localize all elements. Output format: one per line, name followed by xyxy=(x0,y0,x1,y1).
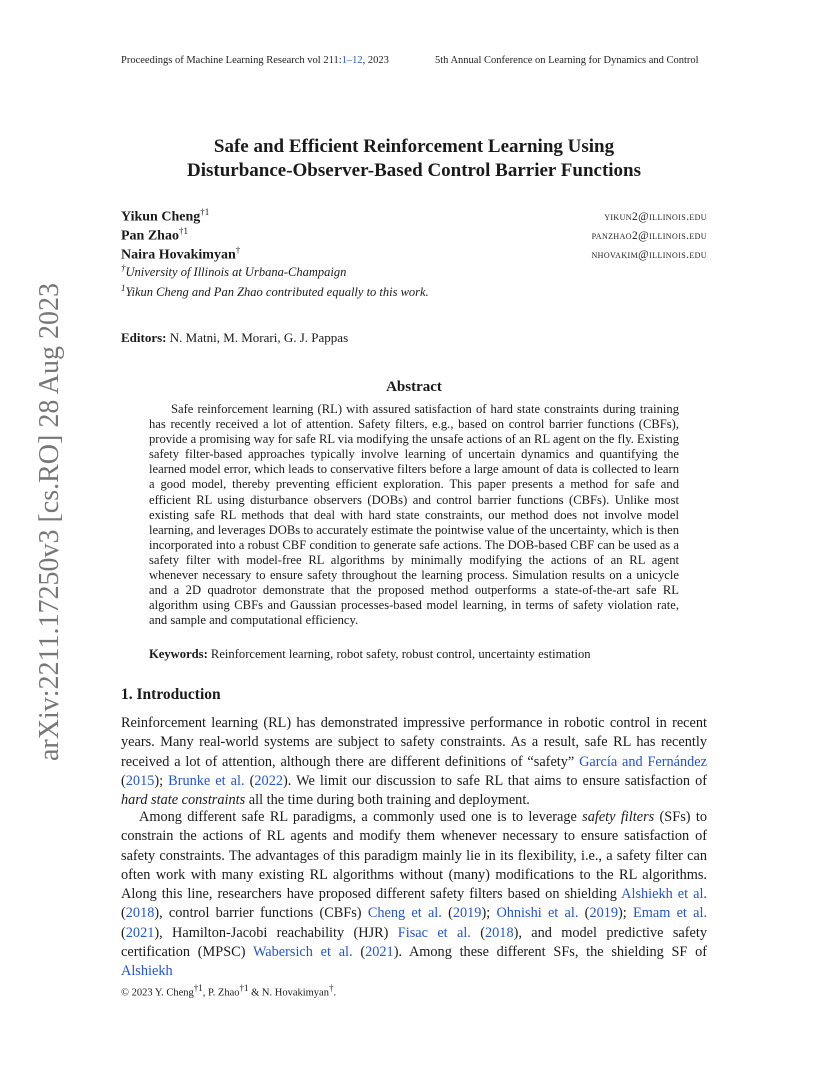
citation-year-link[interactable]: 2019 xyxy=(589,905,619,922)
text-run: ( xyxy=(352,944,366,961)
author-name xyxy=(121,226,188,245)
text-run: ( xyxy=(244,772,255,789)
journal-year: , 2023 xyxy=(362,55,389,66)
running-header-journal xyxy=(121,55,389,66)
citation-link[interactable]: Ohnishi et al. xyxy=(496,905,579,922)
citation-link[interactable]: Fisac et al. xyxy=(397,924,471,941)
equal-contribution-note xyxy=(121,283,429,300)
author-mark: † xyxy=(328,983,334,993)
text-run: © 2023 Y. Cheng xyxy=(121,987,194,999)
text-run: , P. Zhao xyxy=(202,987,240,999)
text-run: ). Among these different SFs, the shielding SF of xyxy=(393,944,708,961)
affiliation-mark: 1 xyxy=(121,283,126,293)
page-range-link[interactable]: 1–12 xyxy=(341,55,363,66)
author-email[interactable]: panzhao2@illinois.edu xyxy=(591,230,707,242)
author-name-text: Yikun Cheng xyxy=(121,209,201,225)
citation-link[interactable]: Alshiekh et al. xyxy=(621,886,707,903)
keywords-list: Reinforcement learning, robot safety, robust control, uncertainty estimation xyxy=(207,647,591,661)
citation-year-link[interactable]: 2021 xyxy=(365,944,394,961)
arxiv-stamp: arXiv:2211.17250v3 [cs.RO] 28 Aug 2023 xyxy=(34,282,65,762)
text-run: ), control barrier functions (CBFs) xyxy=(154,905,368,922)
emphasis: hard state constraints xyxy=(121,792,246,809)
citation-year-link[interactable]: 2018 xyxy=(125,905,155,922)
journal-name: Proceedings of Machine Learning Research vol 211: xyxy=(121,55,342,66)
citation-year-link[interactable]: 2015 xyxy=(125,772,155,789)
text-run: Reinforcement learning (RL) has demonstrated impressive performance in robotic control in recent years. Many real-world systems are subject to safety constraints. As a result, safe RL has recently received a lot of attention, although there are different definitions of “safety” xyxy=(121,715,707,770)
citation-year-link[interactable]: 2018 xyxy=(485,924,514,941)
author-email[interactable]: nhovakim@illinois.edu xyxy=(591,249,707,261)
author-mark: †1 xyxy=(200,207,210,217)
text-run: ), Hamilton-Jacobi reachability (HJR) xyxy=(154,924,398,941)
text-run: ); xyxy=(618,905,634,922)
affiliation-text: University of Illinois at Urbana-Champaign xyxy=(125,265,347,280)
author-mark: †1 xyxy=(193,983,203,993)
text-run: . xyxy=(333,987,337,999)
text-run: all the time during both training and deployment. xyxy=(245,792,530,809)
section-heading: 1. Introduction xyxy=(121,686,221,703)
author-mark: †1 xyxy=(178,226,188,236)
author-name-text: Pan Zhao xyxy=(121,228,179,244)
citation-year-link[interactable]: 2021 xyxy=(125,924,155,941)
copyright-footer xyxy=(121,983,336,999)
citation-link[interactable]: Brunke et al. xyxy=(168,772,245,789)
paper-title-line-2: Disturbance-Observer-Based Control Barrier Functions xyxy=(186,160,642,181)
text-run: ( xyxy=(578,905,590,922)
text-run: Among different safe RL paradigms, a commonly used one is to leverage xyxy=(139,809,583,825)
keywords-label: Keywords: xyxy=(149,647,208,661)
editors-names: N. Matni, M. Morari, G. J. Pappas xyxy=(166,330,349,345)
author-name-text: Naira Hovakimyan xyxy=(121,247,236,263)
intro-paragraph-2 xyxy=(121,808,707,982)
intro-paragraph-1 xyxy=(121,714,707,810)
author-name xyxy=(121,245,240,264)
affiliation-mark: † xyxy=(121,263,126,273)
editors-line xyxy=(121,330,348,346)
abstract-heading: Abstract xyxy=(386,379,442,395)
text-run: ); xyxy=(154,772,169,789)
citation-link[interactable]: Emam et al. xyxy=(633,905,708,922)
text-run: & N. Hovakimyan xyxy=(248,987,329,999)
text-run: ( xyxy=(121,924,126,941)
text-run: ); xyxy=(481,905,497,922)
citation-link[interactable]: Alshiekh xyxy=(121,963,173,980)
text-run: ( xyxy=(441,905,453,922)
affiliation xyxy=(121,263,346,280)
paper-title-line-1: Safe and Efficient Reinforcement Learning Using xyxy=(213,136,615,157)
citation-year-link[interactable]: 2019 xyxy=(452,905,482,922)
author-mark: † xyxy=(235,245,241,255)
author-email[interactable]: yikun2@illinois.edu xyxy=(604,211,707,223)
text-run: ( xyxy=(121,772,126,789)
affiliation-text: Yikun Cheng and Pan Zhao contributed equally to this work. xyxy=(125,285,429,300)
text-run: ), and model predictive safety certification (MPSC) xyxy=(121,924,707,961)
editors-label: Editors: xyxy=(121,330,167,345)
text-run: ( xyxy=(121,905,126,922)
text-run: ( xyxy=(470,924,485,941)
abstract-body: Safe reinforcement learning (RL) with assured satisfaction of hard state constraints during training has recently received a lot of attention. Safety filters, e.g., based on control barrier functions (CBFs), provide a promising way for safe RL via modifying the unsafe actions of an RL agent on the fly. Existing safety filter-based approaches typically involve learning of uncertain dynamics and quantifying the learned model error, which leads to conservative filters before a large amount of data is collected to learn a good model, thereby preventing efficient exploration. This paper presents a method for safe and efficient RL using disturbance observers (DOBs) and control barrier functions (CBFs). Unlike most existing safe RL methods that deal with hard state constraints, our method does not involve model learning, and leverages DOBs to accurately estimate the pointwise value of the uncertainty, which is then incorporated into a robust CBF condition to generate safe actions. The DOB-based CBF can be used as a safety filter with model-free RL algorithms by minimally modifying the actions of an RL agent whenever necessary to ensure safety throughout the learning process. Simulation results on a unicycle and a 2D quadrotor demonstrate that the proposed method outperforms a state-of-the-art safe RL algorithm using CBFs and Gaussian processes-based model learning, in terms of safety violation rate, and sample and computational efficiency. xyxy=(149,402,679,628)
author-mark: †1 xyxy=(239,983,249,993)
citation-link[interactable]: Cheng et al. xyxy=(367,905,442,922)
text-run: (SFs) to constrain the actions of RL agents and modify them whenever necessary to ensure satisfaction of safety constraints. The advantages of this paradigm mainly lie in its flexibility, i.e., a safety filter can often work with many existing RL algorithms without (many) modifications to the RL algorithms. Along this line, researchers have proposed different safety filters based on shielding xyxy=(121,809,707,903)
citation-link[interactable]: Wabersich et al. xyxy=(252,944,353,961)
citation-year-link[interactable]: 2022 xyxy=(254,772,283,789)
author-name xyxy=(121,207,209,226)
emphasis: safety filters xyxy=(582,809,655,825)
running-header-conference: 5th Annual Conference on Learning for Dynamics and Control xyxy=(435,55,699,66)
keywords-line xyxy=(149,647,679,662)
citation-link[interactable]: García and Fernández xyxy=(579,753,707,770)
text-run: ). We limit our discussion to safe RL that aims to ensure satisfaction of xyxy=(283,772,707,789)
